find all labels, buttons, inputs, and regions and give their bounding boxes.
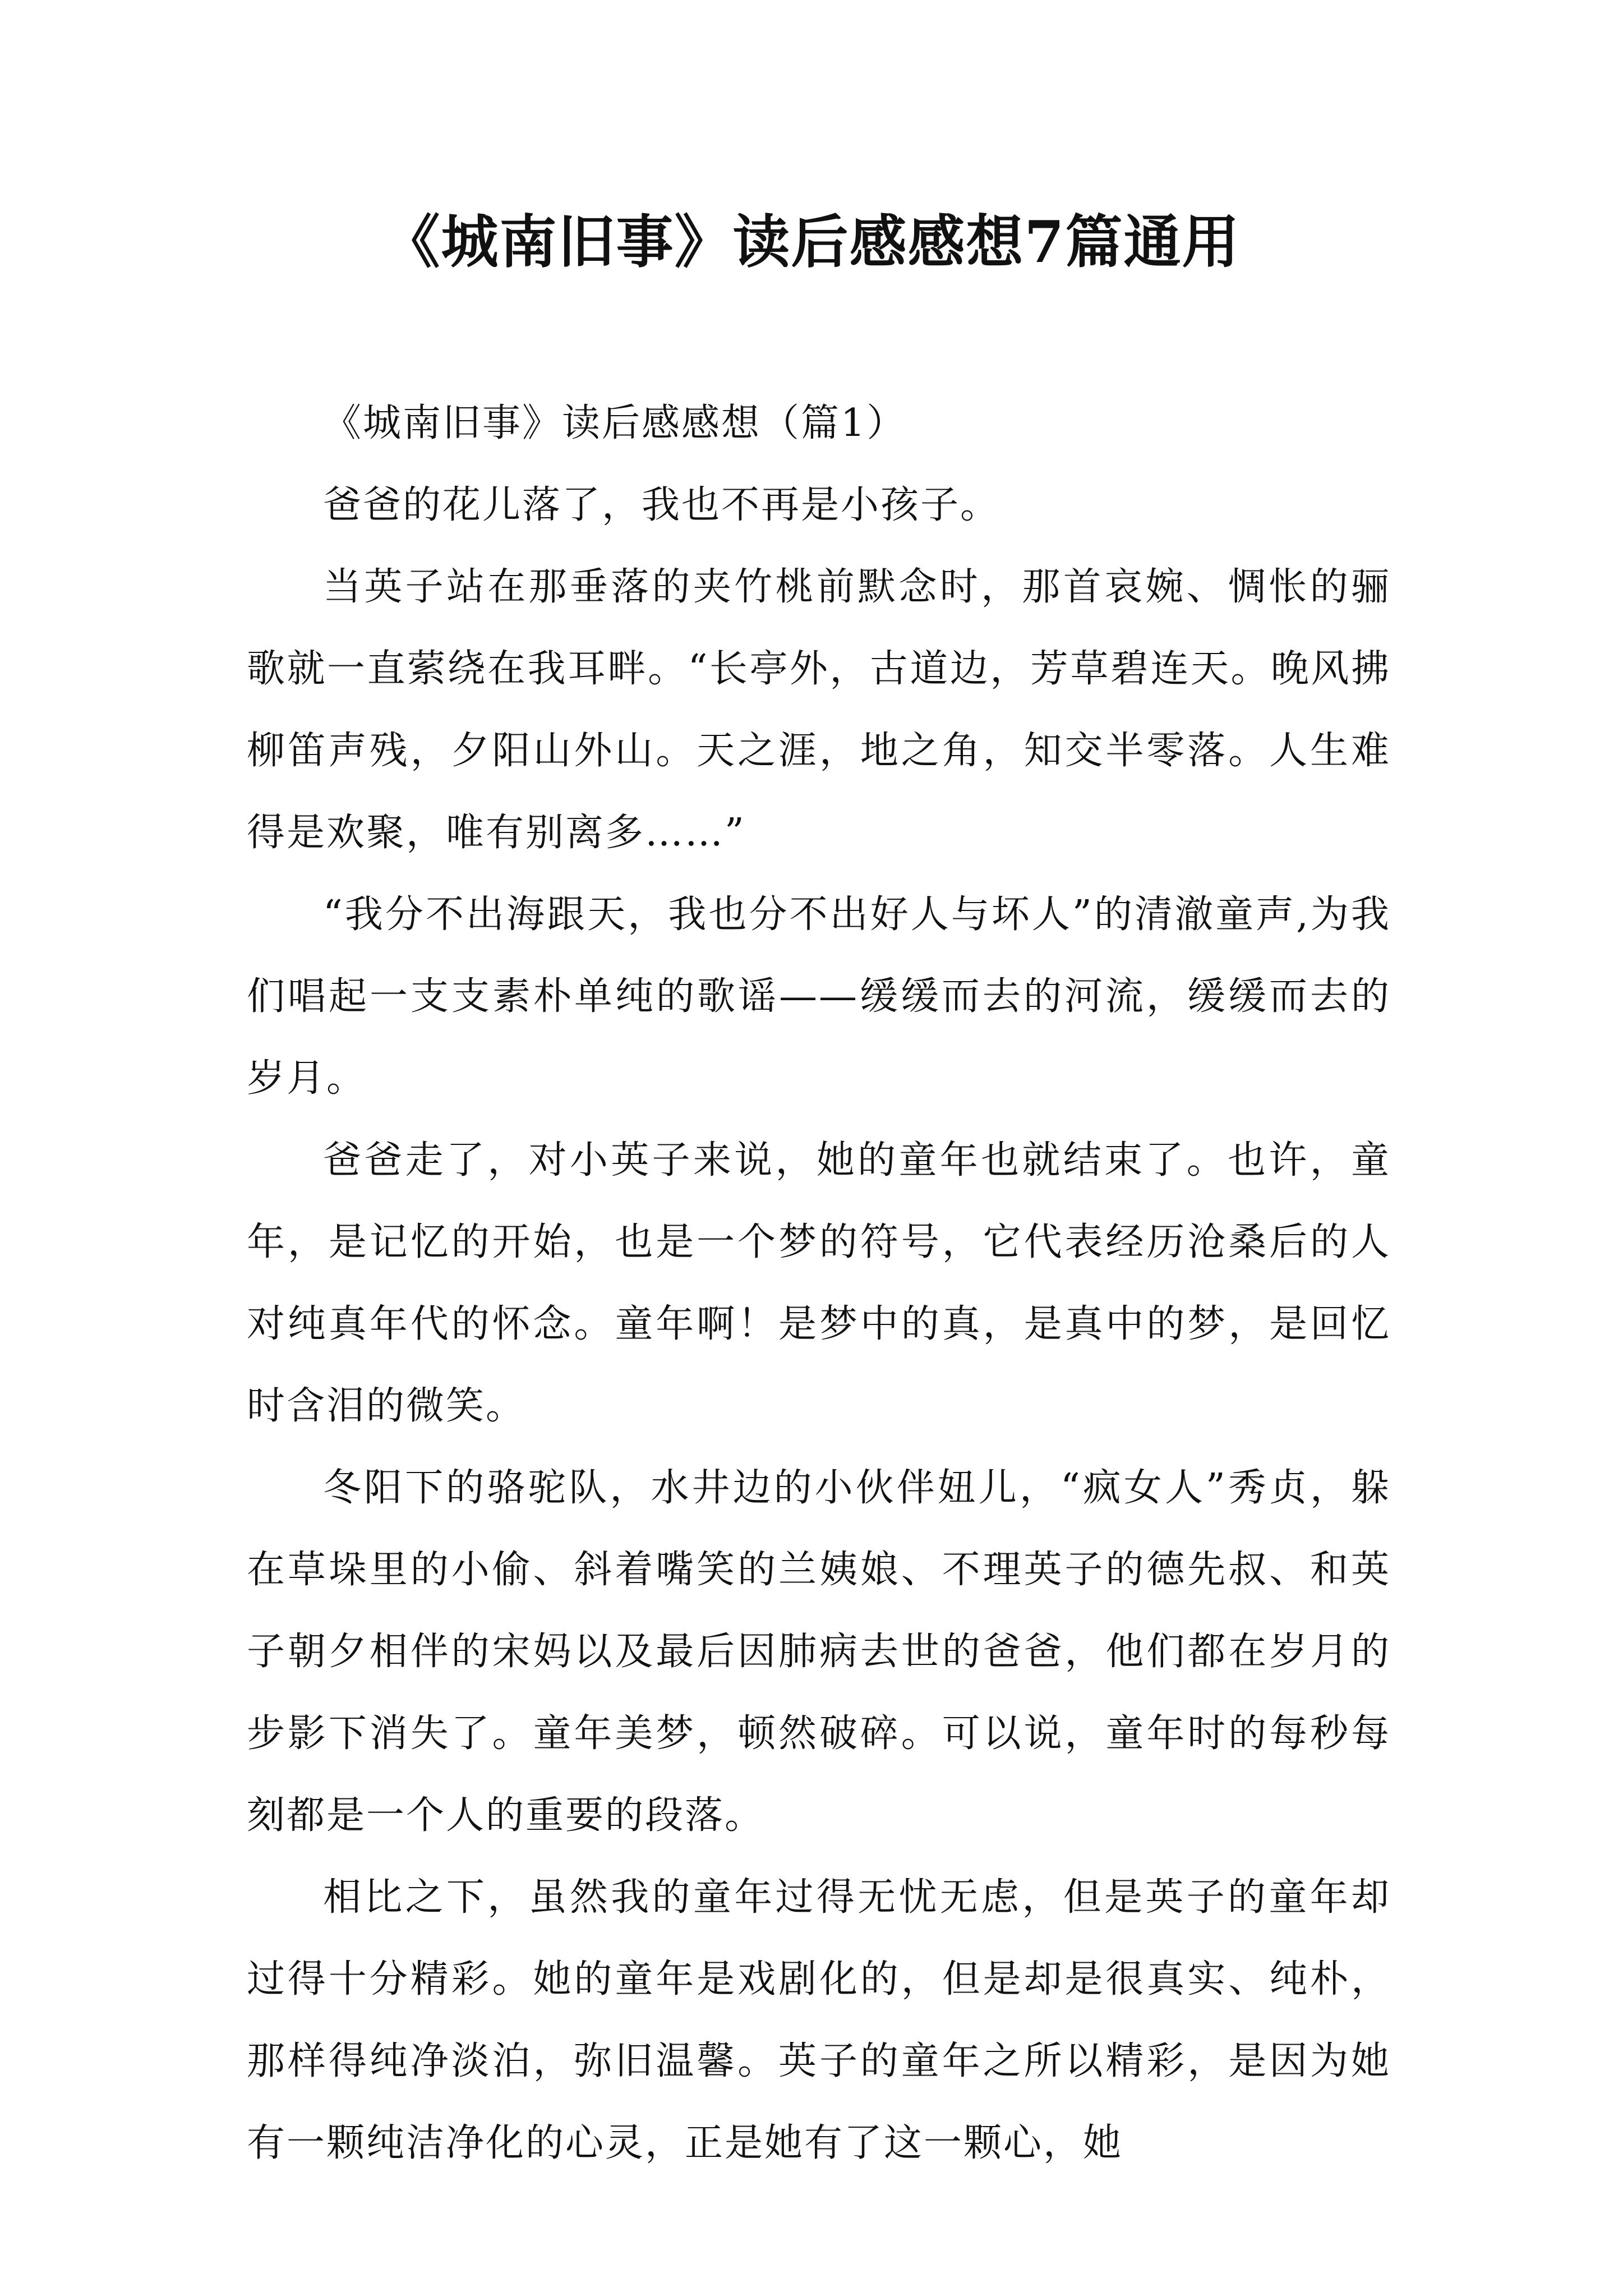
section-heading: 《城南旧事》读后感感想（篇1） — [323, 401, 907, 445]
document-body — [247, 383, 1391, 2184]
paragraph: 爸爸走了，对小英子来说，她的童年也就结束了。也许，童年，是记忆的开始，也是一个梦的符号，它代表经历沧桑后的人对纯真年代的怀念。童年啊！是梦中的真，是真中的梦，是回忆时含泪的微笑。 — [247, 1138, 1391, 1428]
paragraph: 相比之下，虽然我的童年过得无忧无虑，但是英子的童年却过得十分精彩。她的童年是戏剧化的，但是却是很真实、纯朴，那样得纯净淡泊，弥旧温馨。英子的童年之所以精彩，是因为她有一颗纯洁净化的心灵，正是她有了这一颗心，她 — [247, 1875, 1391, 2165]
paragraph: 爸爸的花儿落了，我也不再是小孩子。 — [323, 483, 1000, 527]
paragraph: 当英子站在那垂落的夹竹桃前默念时，那首哀婉、惆怅的骊歌就一直萦绕在我耳畔。“长亭外，古道边，芳草碧连天。晚风拂柳笛声残，夕阳山外山。天之涯，地之角，知交半零落。人生难得是欢聚，唯有别离多……” — [247, 565, 1391, 855]
document-title: 《城南旧事》读后感感想7篇通用 — [382, 209, 1241, 276]
paragraph: 冬阳下的骆驼队，水井边的小伙伴妞儿，“疯女人”秀贞，躲在草垛里的小偷、斜着嘴笑的兰姨娘、不理英子的德先叔、和英子朝夕相伴的宋妈以及最后因肺病去世的爸爸，他们都在岁月的步影下消失了。童年美梦，顿然破碎。可以说，童年时的每秒每刻都是一个人的重要的段落。 — [247, 1466, 1391, 1838]
paragraph: “我分不出海跟天，我也分不出好人与坏人”的清澈童声,为我们唱起一支支素朴单纯的歌谣——缓缓而去的河流，缓缓而去的岁月。 — [247, 892, 1391, 1101]
